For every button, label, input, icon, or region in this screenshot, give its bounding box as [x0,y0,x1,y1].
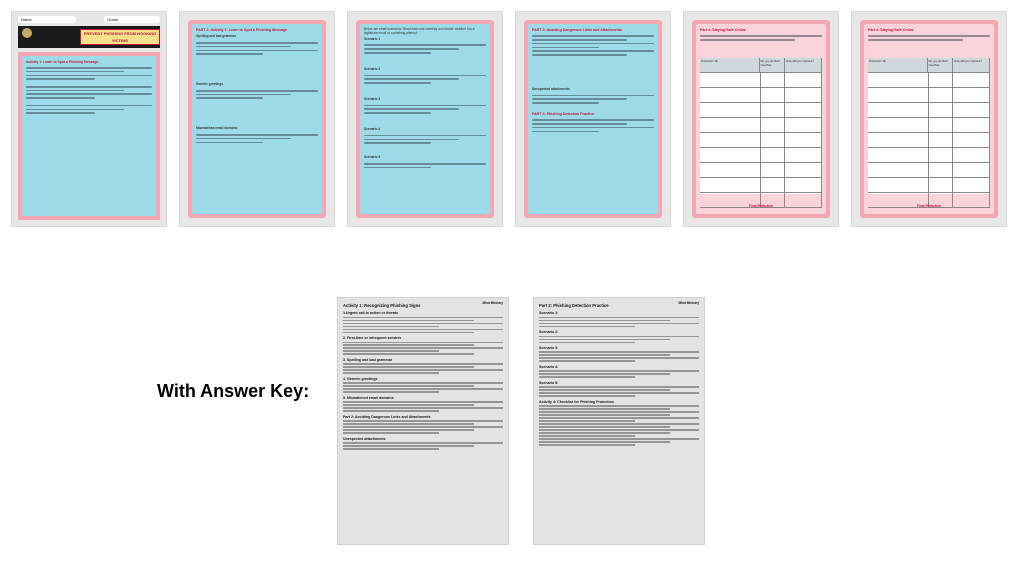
cover-content-panel [18,52,160,220]
worksheet-page-thumbnail-6[interactable] [852,12,1006,226]
skull-icon [22,28,32,38]
answer-section-heading: 5. Mismatched email domains [343,395,394,400]
worksheet-page-thumbnail-3[interactable] [348,12,502,226]
grade-field: Grade [104,16,160,23]
protection-table [868,58,990,194]
table-header: How will you improve? [785,58,822,72]
name-field: Name [18,16,76,23]
table-header: Protection Tip [868,58,928,72]
answer-key-page-1[interactable] [338,298,508,544]
activity-title: Activity 1: Learn to Spot a Phishing Message [26,60,99,64]
scenario-heading: Scenario 5 [364,155,381,160]
worksheet-page-thumbnail-5[interactable] [684,12,838,226]
page-title: PART 2: Activity 2: Learn to Spot a Phishing Message [196,28,288,32]
table-header: Do you do this? (Yes/No) [928,58,954,72]
answer-section-heading: 2. First-time or infrequent senders [343,335,402,340]
protection-table [700,58,822,194]
answer-section-heading: Scenario 5: [539,380,559,385]
answer-section-heading: Activity 4: Checklist for Phishing Protection [539,399,614,404]
answer-section-heading: Scenario 4: [539,364,559,369]
answer-section-heading: 1.Urgent call to action or threats [343,311,399,315]
answer-key-page-2[interactable] [534,298,704,544]
answer-section-heading: Scenario 2: [539,329,559,334]
cover-title: PREVENT PHISHING FROM HOOKING VICTIMS [80,29,160,45]
answer-section-heading: 3. Spelling and bad grammar [343,357,393,362]
answer-section-heading: Part 2: Avoiding Dangerous Links and Attachments [343,414,431,419]
answer-page-heading: Part 3: Phishing Detection Practice [539,303,609,308]
page-title: Part 4: Staying Safe Online [868,28,914,32]
answer-section-heading: 4. Generic greetings [343,376,378,381]
section-heading: PART 4: Phishing Detection Practice [532,112,595,117]
worksheet-page-thumbnail-4[interactable] [516,12,670,226]
mind-ministry-logo: Mind Ministry [482,301,503,305]
table-header: Protection Tip [700,58,760,72]
worksheet-page-thumbnail-2[interactable] [180,12,334,226]
page-title: Part 4: Staying Safe Online [700,28,746,32]
scenario-heading: Scenario 2 [364,66,381,71]
page-instructions: Below are email scenarios. Read each one carefully and decide whether it is a legitimate email or a phishing attempt. [364,27,475,35]
section-heading: Generic greetings [196,82,224,87]
reflection-heading: Final Reflection [917,204,941,208]
mind-ministry-logo: Mind Ministry [678,301,699,305]
answer-section-heading: Unexpected attachments [343,436,386,441]
table-header: Do you do this? (Yes/No) [760,58,786,72]
answer-section-heading: Scenario 1: [539,311,559,315]
worksheet-page-thumbnail-1[interactable] [12,12,166,226]
answer-section-heading: Scenario 3: [539,345,559,350]
reflection-heading: Final Reflection [749,204,773,208]
page-title: PART 3: Avoiding Dangerous Links and Attachments [532,28,622,32]
table-header: How will you improve? [953,58,990,72]
answer-page-heading: Activity 1: Recognizing Phishing Signs [343,303,421,308]
scenario-heading: Scenario 4 [364,127,381,132]
scenario-heading: Scenario 3 [364,96,381,101]
section-heading: Spelling and bad grammar [196,34,237,39]
scenario-heading: Scenario 1 [364,36,381,41]
section-heading: Unexpected attachments [532,86,570,91]
answer-key-label: With Answer Key: [157,381,310,401]
section-heading: Mismatched email domains [196,126,238,131]
